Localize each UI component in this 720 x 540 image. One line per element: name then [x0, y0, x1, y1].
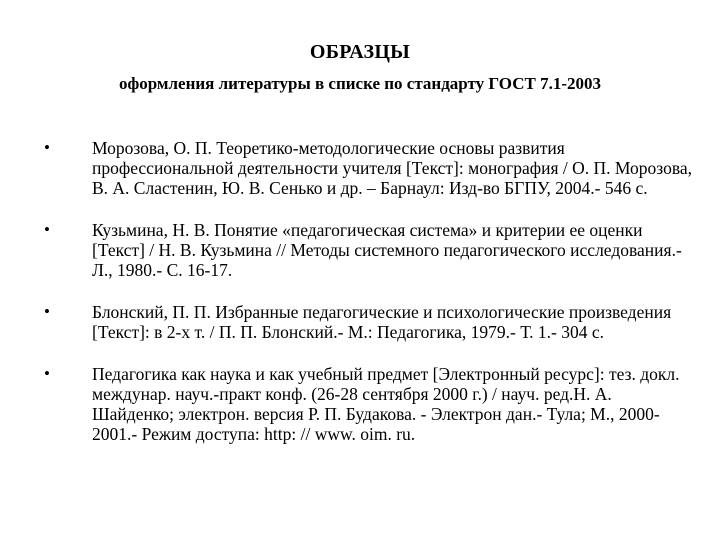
- page-subtitle: оформления литературы в списке по стандарту ГОСТ 7.1-2003: [118, 74, 602, 93]
- reference-item: [0, 138, 720, 198]
- reference-text: Педагогика как наука и как учебный предмет [Электронный ресурс]: тез. докл. междунар. науч.-практ конф. (26-28 сентября 2000 г.) / науч. ред.Н. А. Шайденко; электрон. версия Р. П. Будакова. - Электрон дан.- Тула; М., 2000-2001.- Режим доступа: http: // www. oim. ru.: [92, 364, 680, 444]
- page-title: ОБРАЗЦЫ: [309, 41, 411, 63]
- reference-text: Кузьмина, Н. В. Понятие «педагогическая система» и критерии ее оценки [Текст] / Н. В. Кузьмина // Методы системного педагогического исследования.- Л., 1980.- С. 16-17.: [92, 220, 682, 280]
- reference-text: Морозова, О. П. Теоретико-методологические основы развития профессиональной деятельности учителя [Текст]: монография / О. П. Морозова, В. А. Сластенин, Ю. В. Сенько и др. – Барнаул: Изд-во БГПУ, 2004.- 546 с.: [92, 138, 693, 198]
- reference-item: [0, 364, 720, 444]
- reference-item: [0, 220, 720, 280]
- reference-item: [0, 302, 720, 342]
- bullet-icon: •: [44, 220, 50, 239]
- bullet-icon: •: [44, 138, 50, 157]
- bullet-icon: •: [44, 302, 50, 321]
- bullet-icon: •: [44, 364, 50, 383]
- reference-list: [0, 138, 720, 466]
- reference-text: Блонский, П. П. Избранные педагогические и психологические произведения [Текст]: в 2-х т. / П. П. Блонский.- М.: Педагогика, 1979.- Т. 1.- 304 с.: [92, 302, 672, 342]
